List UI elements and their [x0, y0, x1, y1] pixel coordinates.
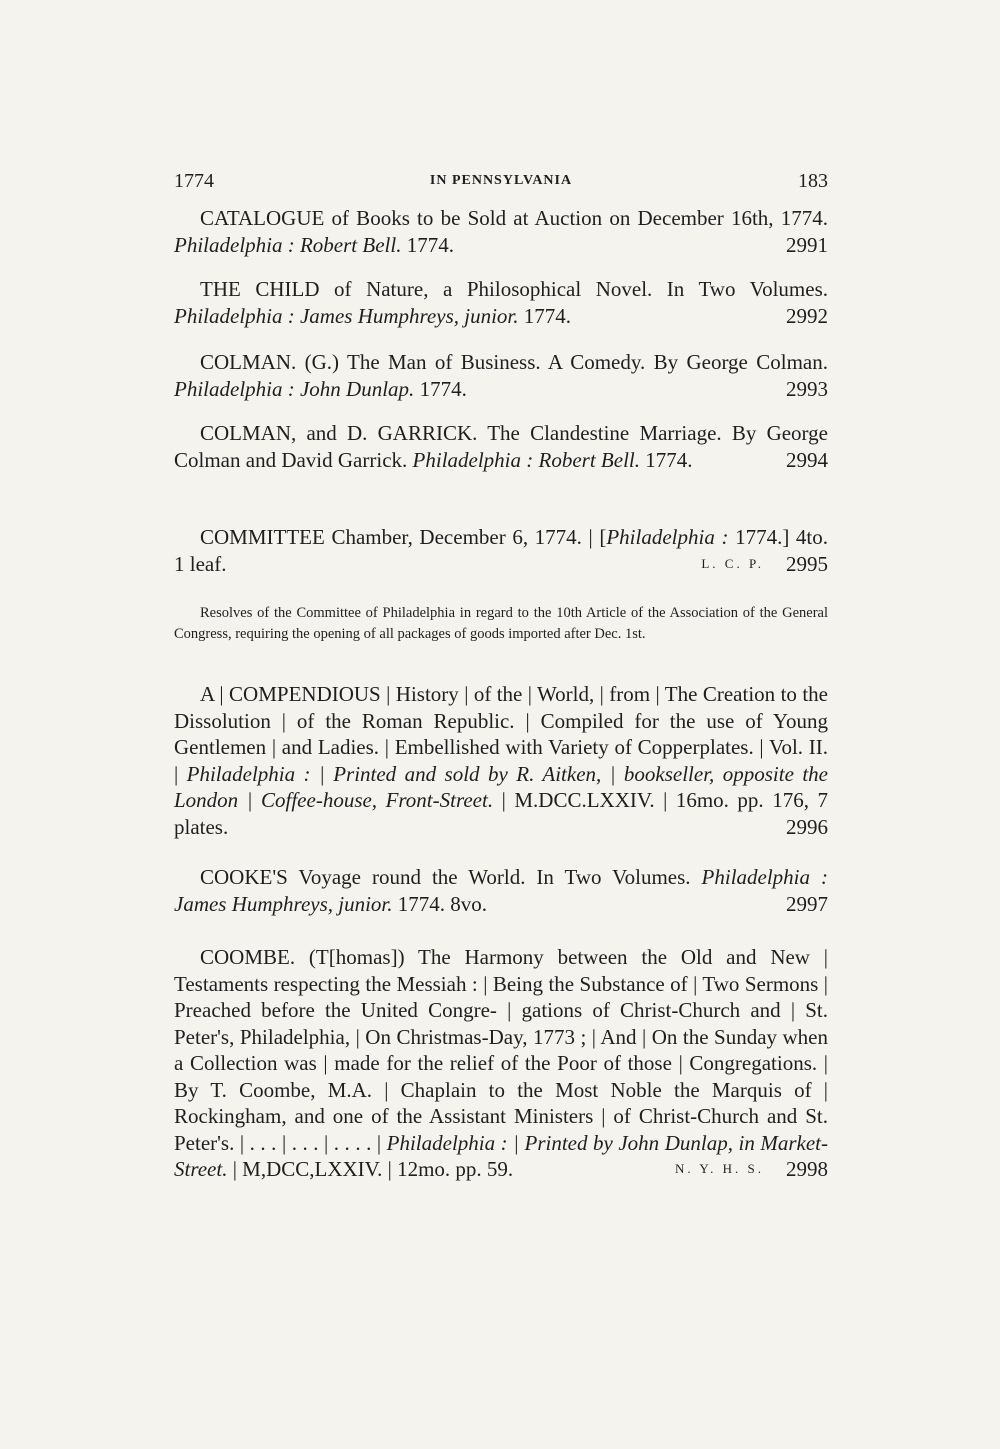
entry-text: Chamber, December 6, 1774. | [: [324, 525, 607, 549]
entry-lead: THE CHILD: [200, 277, 320, 301]
entry-lead: COLMAN, and D. GARRICK.: [200, 421, 478, 445]
entry-lead: CATALOGUE: [200, 206, 325, 230]
entry-tail: 1774.] 4to. 1 leaf.: [174, 525, 829, 576]
entry-text: Voyage round the World. In Two Volumes.: [287, 865, 702, 889]
entry-tail: 1774.: [414, 376, 467, 401]
location-code: N. Y. H. S.: [675, 1161, 764, 1176]
entry-lead: COLMAN.: [200, 350, 297, 374]
entry-2995: [174, 524, 828, 577]
location-code: L. C. P.: [701, 555, 764, 571]
entry-imprint: Philadelphia : Robert Bell.: [174, 232, 402, 257]
entry-imprint: Philadelphia : James Humphreys, junior.: [174, 303, 519, 328]
entry-tail: 1774.: [518, 303, 572, 328]
entry-lead: COOMBE.: [200, 945, 296, 969]
entry-lead: COMMITTEE: [200, 525, 325, 549]
header-year: 1774: [174, 170, 214, 192]
entry-text: | History | of the | World, | from | The Creation to the Dissolution | of the Roman Republic. | Compiled for the use of Young Gentlemen | and Ladies. | Embellished with Variety of Copperplates. | Vol. II. |: [174, 682, 828, 786]
entry-tail: | M,DCC,LXXIV. | 12mo. pp. 59.: [227, 1157, 514, 1181]
entry-imprint: Philadelphia : James Humphreys, junior.: [174, 865, 828, 916]
entry-number: 2991: [786, 232, 828, 257]
entry-text: (G.) The Man of Business. A Comedy. By George Colman.: [296, 350, 828, 374]
entry-2991: [174, 205, 828, 258]
page-number: 183: [798, 170, 828, 192]
entry-lead: COOKE'S: [200, 865, 288, 889]
entry-number: 2993: [786, 376, 828, 401]
entry-imprint: Philadelphia : | Printed by John Dunlap, in Market-Street.: [174, 1130, 828, 1181]
entry-imprint: Philadelphia :: [606, 525, 729, 549]
entry-2993: [174, 349, 828, 402]
entry-imprint: Philadelphia : Robert Bell.: [412, 447, 640, 472]
entry-text: of Nature, a Philosophical Novel. In Two Volumes.: [319, 277, 828, 301]
entry-imprint: Philadelphia : John Dunlap.: [174, 376, 415, 401]
entry-number: 2995: [786, 551, 828, 576]
entry-2992: [174, 276, 828, 329]
entry-number: 2992: [786, 303, 828, 328]
entry-tail: 1774.: [639, 447, 693, 472]
entry-number: 2994: [786, 447, 828, 472]
entry-text: The Clandestine Marriage. By George Colman and David Garrick.: [174, 421, 828, 472]
entry-imprint: Philadelphia : | Printed and sold by R. Aitken, | bookseller, opposite the London | Coffee-house, Front-Street.: [174, 761, 828, 812]
entry-2996: [174, 681, 828, 840]
entry-2994: [174, 420, 828, 473]
entry-text: of Books to be Sold at Auction on December 16th, 1774.: [324, 206, 828, 230]
entry-2998: [174, 944, 828, 1183]
running-header: [174, 170, 828, 200]
entry-text: (T[homas]) The Harmony between the Old and New | Testaments respecting the Messiah : | Being the Substance of | Two Sermons | Preached before the United Congre- | gations of Christ-Church and | St. Peter's, Philadelphia, | On Christmas-Day, 1773 ; | And | On the Sunday when a Collection was | made for the relief of the Poor of those | Congregations. | By T. Coombe, M.A. | Chaplain to the Most Noble the Marquis of | Rockingham, and one of the Assistant Ministers | of Christ-Church and St. Peter's. | . . . | . . . | . . . . |: [174, 945, 828, 1155]
entry-lead: A | COMPENDIOUS: [200, 682, 381, 706]
entry-tail: | M.DCC.LXXIV. | 16mo. pp. 176, 7 plates.: [174, 788, 828, 839]
entry-number: 2998: [786, 1157, 828, 1181]
entry-note: Resolves of the Committee of Philadelphia in regard to the 10th Article of the Association of the General Congress, requiring the opening of all packages of goods imported after Dec. 1st.: [174, 605, 828, 642]
header-title: IN PENNSYLVANIA: [429, 173, 573, 188]
entry-2997: [174, 864, 828, 917]
entry-number: 2997: [786, 891, 828, 916]
entry-tail: 1774. 8vo.: [392, 891, 488, 916]
entry-number: 2996: [786, 814, 828, 839]
entry-tail: 1774.: [401, 232, 454, 257]
